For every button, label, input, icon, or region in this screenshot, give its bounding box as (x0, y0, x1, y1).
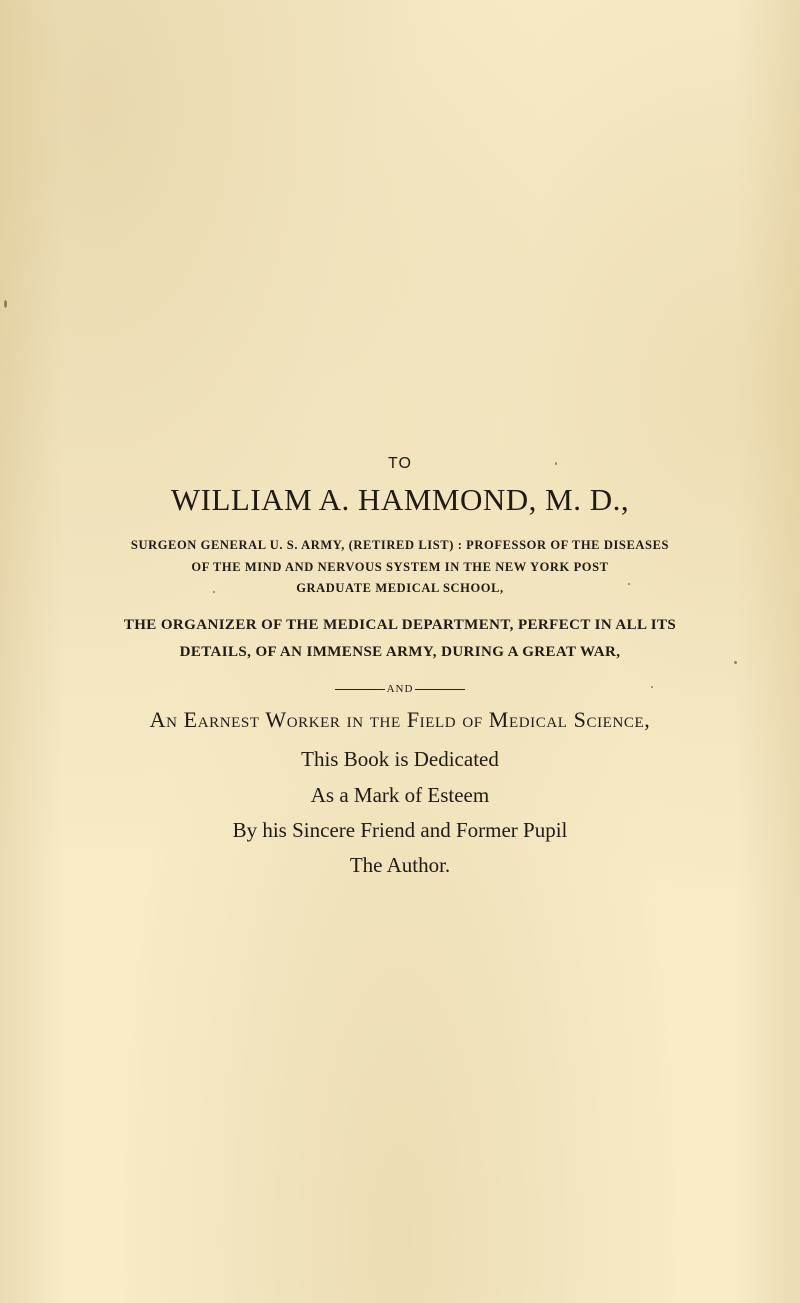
paper-speck (651, 686, 653, 688)
and-label: AND (386, 683, 414, 695)
organizer-line-2: DETAILS, OF AN IMMENSE ARMY, DURING A GREAT WAR, (179, 644, 621, 660)
title-line-1: SURGEON GENERAL U. S. ARMY, (RETIRED LIST) : PROFESSOR OF THE DISEASES (130, 538, 670, 552)
esteem-line: As a Mark of Esteem (310, 783, 490, 807)
paper-speck (734, 661, 737, 664)
and-separator (0, 683, 800, 695)
right-rule (415, 689, 465, 690)
title-line-3: GRADUATE MEDICAL SCHOOL, (296, 581, 504, 595)
earnest-worker-line: An Earnest Worker in the Field of Medical Science, (149, 707, 651, 732)
left-rule (335, 689, 385, 690)
paper-speck (555, 462, 557, 465)
organizer-line-1: THE ORGANIZER OF THE MEDICAL DEPARTMENT, PERFECT IN ALL ITS (123, 617, 677, 633)
friend-line: By his Sincere Friend and Former Pupil (232, 818, 568, 842)
dedicatee-name: WILLIAM A. HAMMOND, M. D., (170, 482, 630, 517)
paper-speck (213, 591, 215, 593)
paper-speck (628, 583, 630, 585)
author-line: The Author. (349, 853, 451, 877)
title-line-2: OF THE MIND AND NERVOUS SYSTEM IN THE NEW YORK POST (191, 560, 609, 574)
dedication-to: TO (388, 455, 412, 472)
dedicated-line: This Book is Dedicated (301, 747, 499, 771)
paper-speck (4, 300, 7, 308)
